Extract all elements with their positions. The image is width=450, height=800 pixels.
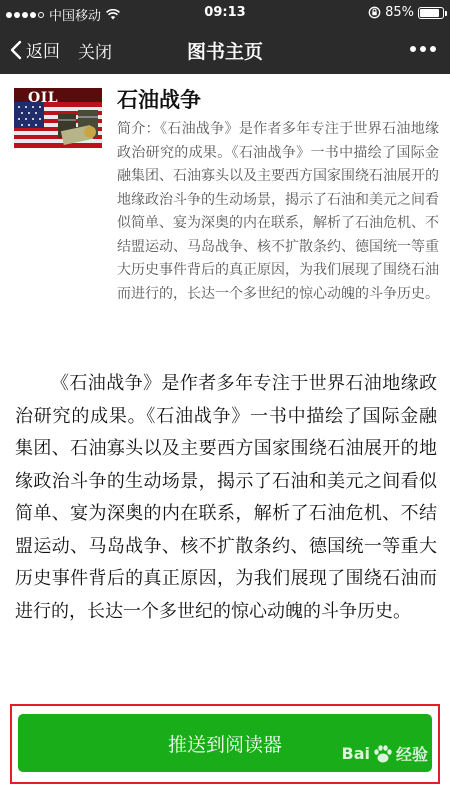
battery-level — [420, 9, 439, 17]
nav-bar — [0, 26, 450, 74]
battery-icon — [418, 7, 444, 19]
watermark-text-right: 经验 — [395, 745, 428, 764]
rotation-lock-icon — [368, 6, 381, 19]
book-cover[interactable] — [14, 88, 102, 148]
battery-percent: 85% — [385, 5, 414, 20]
book-description: 《石油战争》是作者多年专注于世界石油地缘政治研究的成果。《石油战争》一书中描绘了国际金融集团、石油寡头以及主要西方国家围绕石油展开的地缘政治斗争的生动场景，揭示了石油和美元之间看似简单、宴为深奥的内在联系，解析了石油危机、不结盟运动、马岛战争、核不扩散条约、德国统一等重大历史事件背后的真正原因，为我们展现了围绕石油而进行的，长达一个多世纪的惊心动魄的斗争历史。 — [15, 373, 437, 622]
status-time: 09:13 — [204, 5, 246, 20]
book-cover-title: OIL — [28, 90, 59, 106]
push-to-reader-button[interactable]: 推送到阅读器 — [18, 714, 432, 772]
close-button[interactable]: 关闭 — [78, 43, 112, 63]
page-title: 图书主页 — [186, 41, 263, 63]
back-button[interactable] — [10, 37, 60, 62]
more-dots-icon[interactable] — [408, 38, 438, 60]
carrier-name: 中国移动 — [49, 9, 102, 24]
status-bar — [0, 0, 450, 26]
status-right — [368, 5, 444, 20]
watermark-text-left: Bai — [341, 744, 370, 763]
back-label: 返回 — [26, 42, 60, 62]
chevron-left-icon — [10, 40, 22, 60]
book-title: 石油战争 — [117, 88, 201, 112]
book-summary: 简介：《石油战争》是作者多年专注于世界石油地缘政治研究的成果。《石油战争》一书中描绘了国际金融集团、石油寡头以及主要西方国家围绕石油展开的地缘政治斗争的生动场景，揭示了石油和美元之间看似简单、宴为深奥的内在联系，解析了石油危机、不结盟运动、马岛战争、核不扩散条约、德国统一等重大历史事件背后的真正原因，为我们展现了围绕石油而进行的，长达一个多世纪的惊心动魄的斗争历史。 — [117, 121, 439, 302]
